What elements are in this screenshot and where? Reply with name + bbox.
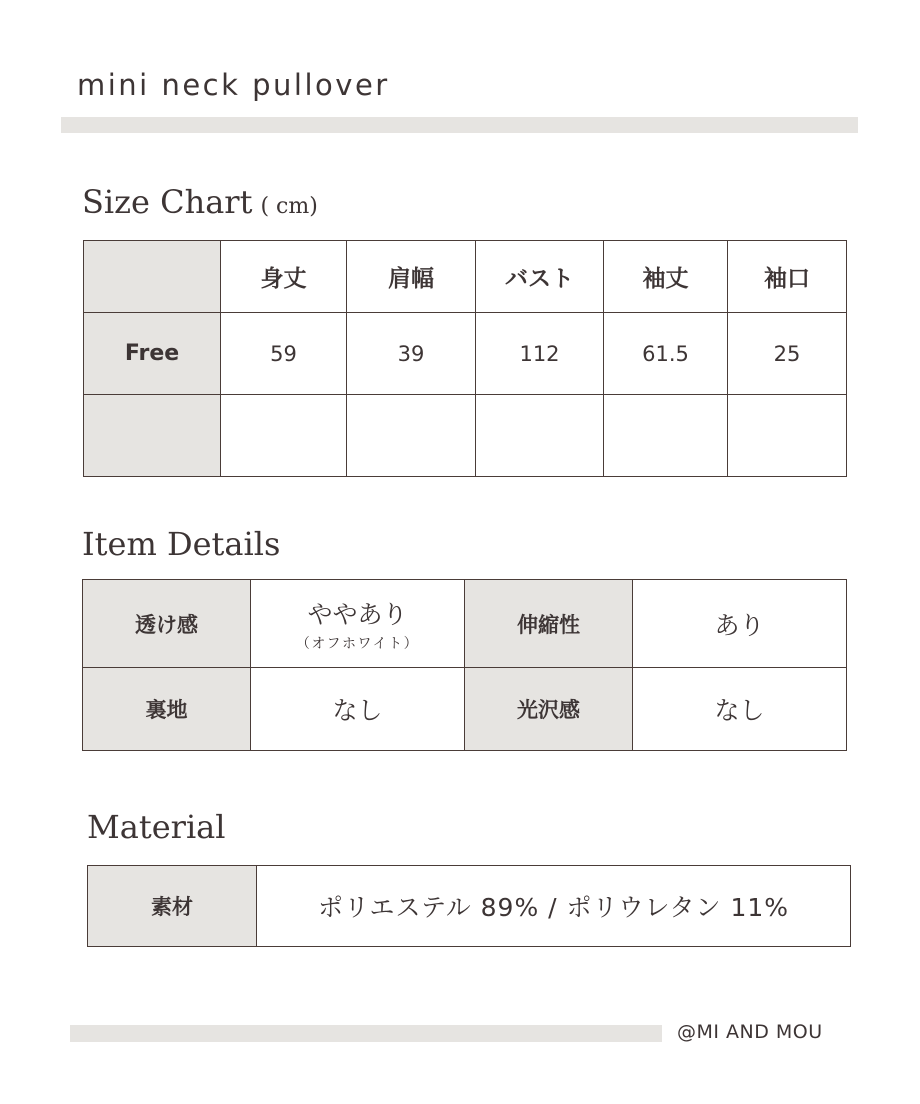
size-header-row — [84, 241, 847, 313]
size-cell: 39 — [347, 313, 476, 395]
material-row — [88, 866, 851, 947]
size-cell: 112 — [476, 313, 604, 395]
material-label: 素材 — [88, 866, 257, 947]
size-col-header: 身丈 — [221, 241, 347, 313]
size-chart-title: Size Chart — [82, 183, 253, 221]
bottom-divider-bar — [70, 1025, 662, 1042]
details-label: 光沢感 — [465, 668, 633, 751]
brand-credit: @MI AND MOU — [677, 1021, 823, 1043]
details-value: なし — [633, 668, 847, 751]
details-row — [83, 580, 847, 668]
size-row-label — [84, 395, 221, 477]
size-row-empty — [84, 395, 847, 477]
material-title: Material — [87, 808, 226, 846]
item-details-title: Item Details — [82, 525, 281, 563]
size-cell: 25 — [728, 313, 847, 395]
size-chart-heading — [82, 183, 318, 221]
size-cell: 61.5 — [604, 313, 728, 395]
size-cell — [347, 395, 476, 477]
size-col-header: 袖丈 — [604, 241, 728, 313]
size-col-header: 肩幅 — [347, 241, 476, 313]
item-details-table — [82, 579, 847, 751]
size-corner-cell — [84, 241, 221, 313]
size-col-header: バスト — [476, 241, 604, 313]
size-cell — [476, 395, 604, 477]
details-value-text: ややあり — [307, 599, 408, 629]
details-label: 伸縮性 — [465, 580, 633, 668]
size-cell — [221, 395, 347, 477]
top-divider-bar — [61, 117, 858, 133]
details-value: あり — [633, 580, 847, 668]
size-chart-unit: ( cm) — [260, 194, 318, 219]
size-cell: 59 — [221, 313, 347, 395]
size-cell — [604, 395, 728, 477]
size-row — [84, 313, 847, 395]
material-table — [87, 865, 851, 947]
details-row — [83, 668, 847, 751]
details-value: なし — [251, 668, 465, 751]
details-value — [251, 580, 465, 668]
material-value: ポリエステル 89% / ポリウレタン 11% — [257, 866, 851, 947]
details-value-note: （オフホワイト） — [295, 635, 420, 652]
details-label: 裏地 — [83, 668, 251, 751]
size-row-label: Free — [84, 313, 221, 395]
details-label: 透け感 — [83, 580, 251, 668]
size-cell — [728, 395, 847, 477]
product-title: mini neck pullover — [77, 68, 390, 102]
size-chart-table — [83, 240, 847, 477]
size-col-header: 袖口 — [728, 241, 847, 313]
